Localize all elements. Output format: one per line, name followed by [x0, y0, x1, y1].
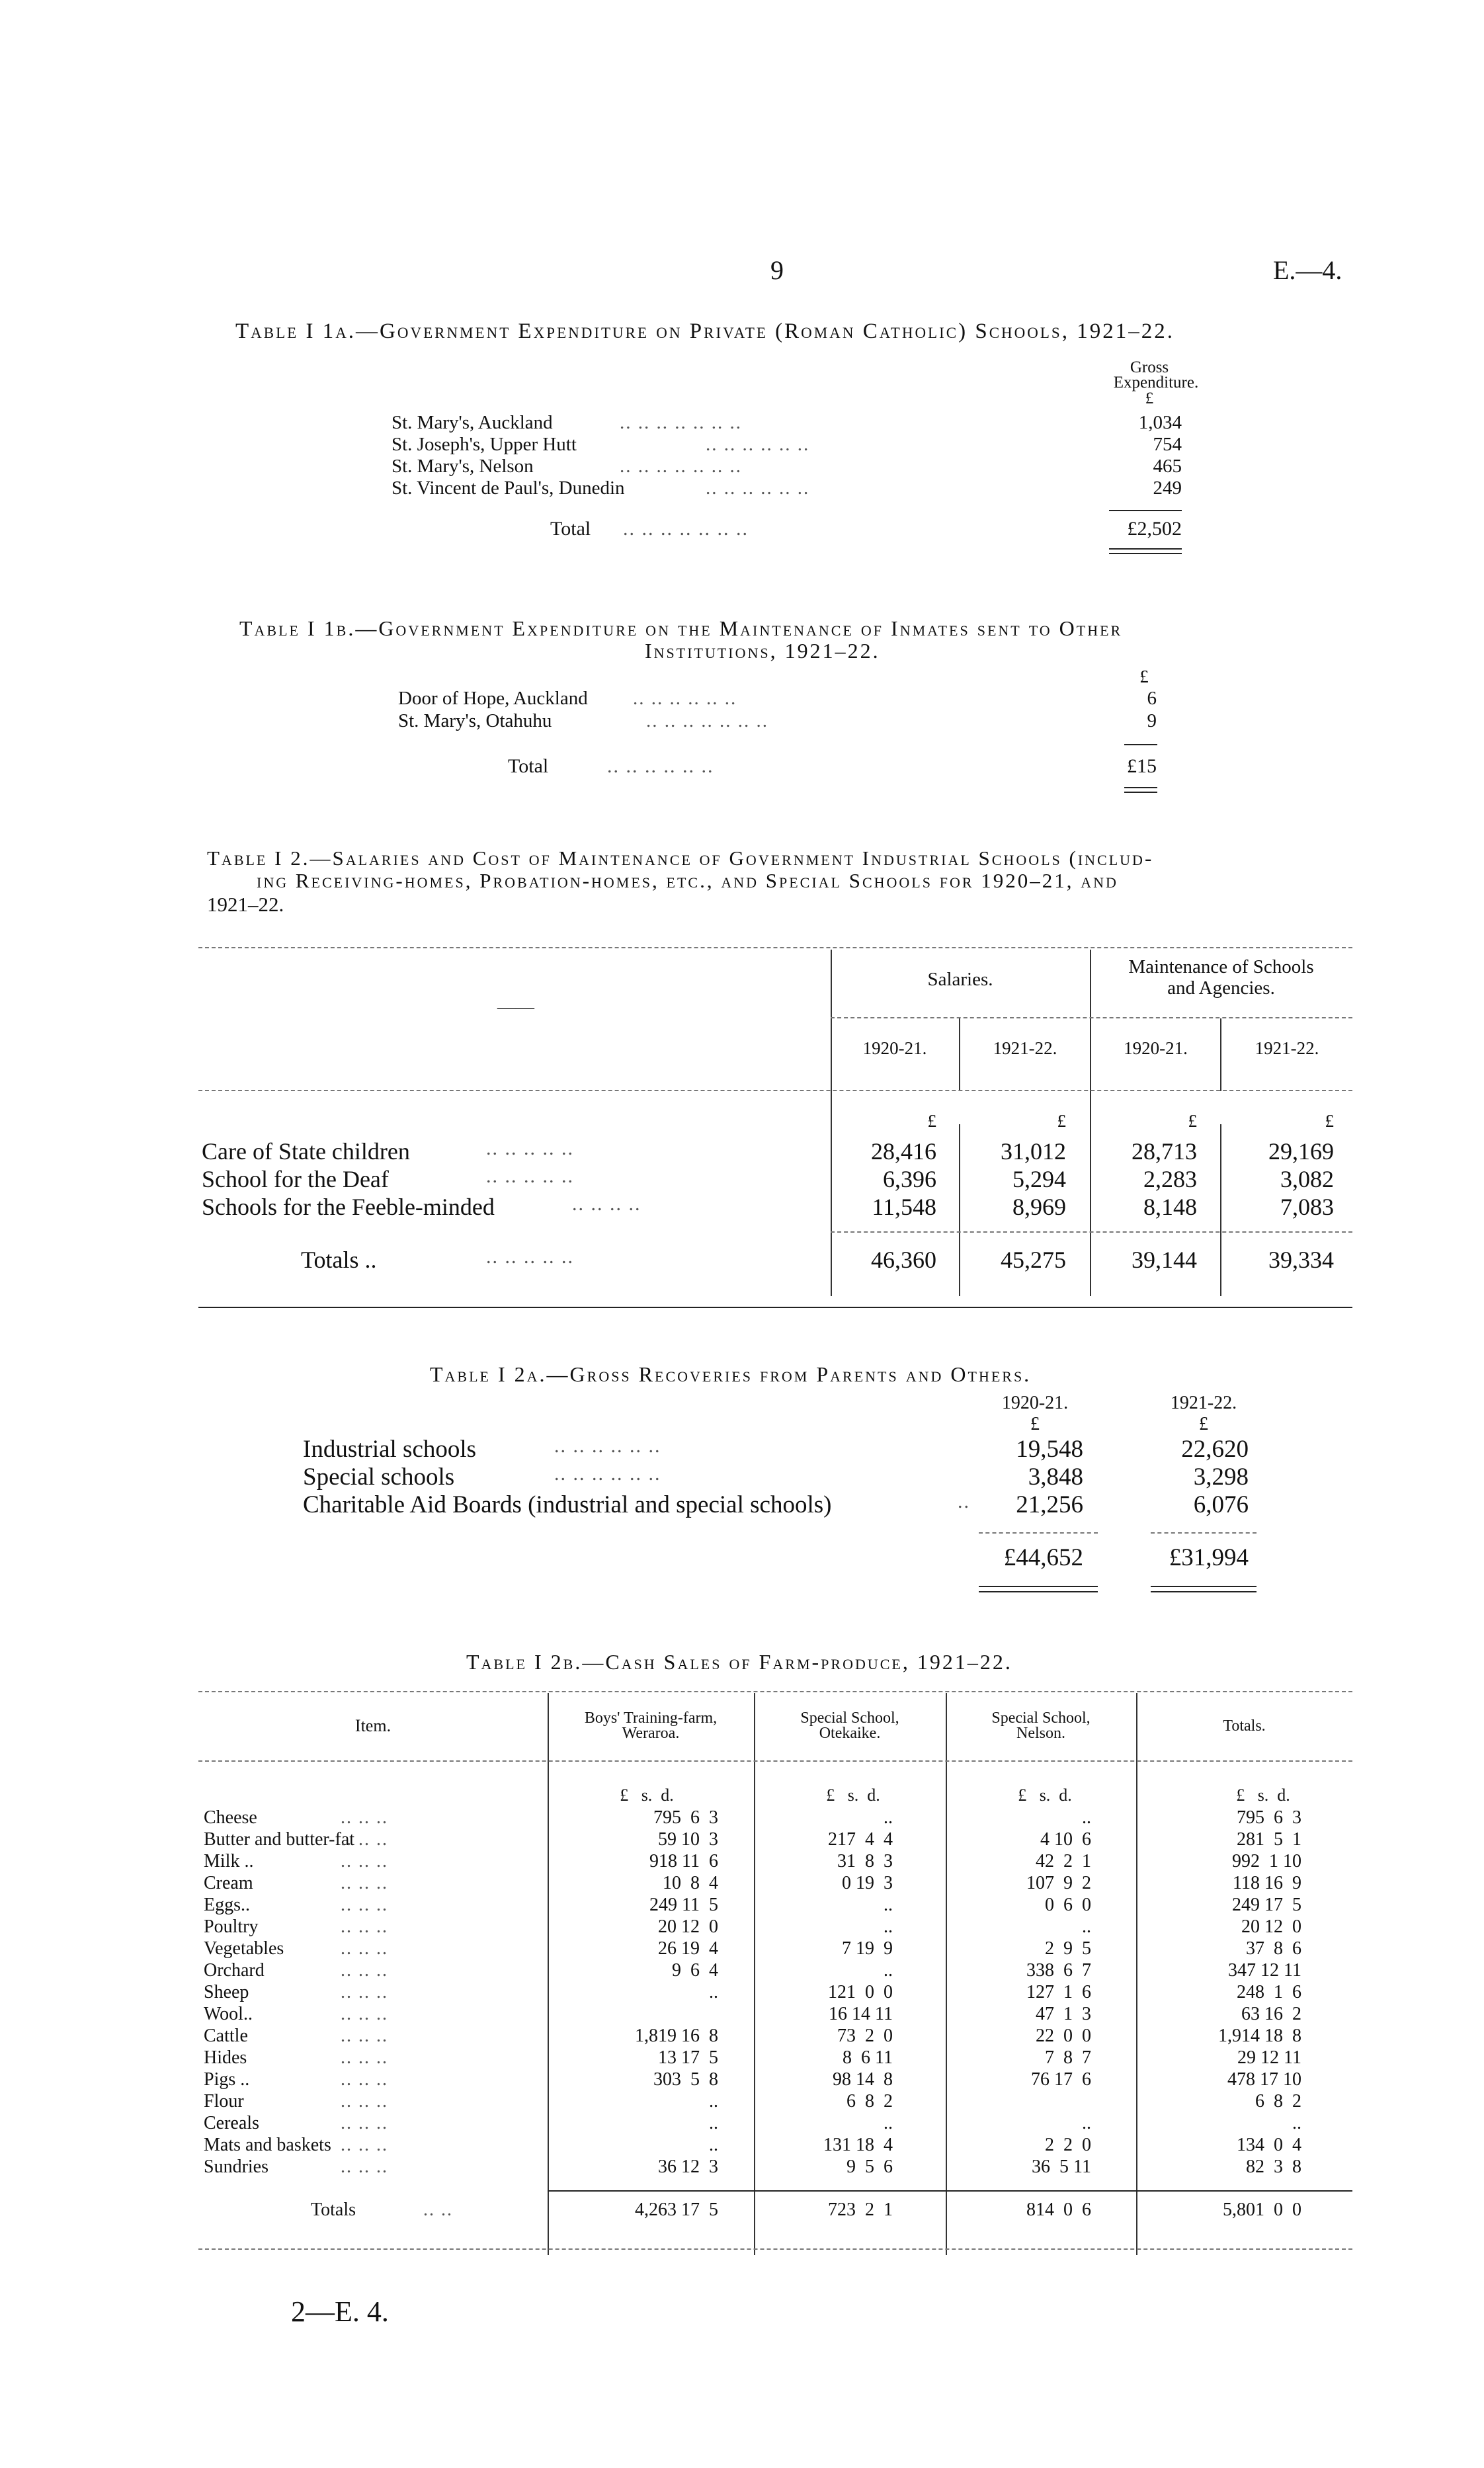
leader-dots: .. .. .. — [341, 1938, 388, 1959]
cell-value: 131 18 4 — [823, 2135, 893, 2155]
table-row — [303, 1491, 1249, 1519]
unit-label: £ — [1145, 390, 1154, 407]
cell-value: .. — [709, 2135, 718, 2155]
cell-value: 5,294 — [1012, 1166, 1066, 1192]
leader-dots: .. .. .. .. .. .. — [633, 688, 737, 709]
total-value: 814 0 6 — [1026, 2200, 1091, 2220]
cell-value: 134 0 4 — [1237, 2135, 1301, 2155]
leader-dots: .. .. .. — [341, 2069, 388, 2090]
row-label: Poultry — [204, 1916, 259, 1937]
cell-value: 29,169 — [1268, 1138, 1334, 1165]
row-label: Cream — [204, 1873, 253, 1893]
leader-dots: .. .. .. — [341, 1807, 388, 1828]
table-row — [392, 412, 1182, 434]
leader-dots: .. .. — [423, 2200, 453, 2220]
row-label: Orchard — [204, 1960, 265, 1981]
cell-value: .. — [1082, 1916, 1091, 1937]
row-value: 754 — [1153, 434, 1182, 455]
row-label: St. Mary's, Otahuhu — [398, 710, 552, 731]
year-header: 1920-21. — [862, 1038, 927, 1058]
double-rule — [979, 1586, 1098, 1587]
cell-value: 7 8 7 — [1045, 2047, 1091, 2068]
leader-dots: .. .. .. — [341, 1960, 388, 1981]
table-row — [198, 1982, 1352, 2004]
cell-value: 28,416 — [871, 1138, 936, 1165]
rule — [198, 2248, 1352, 2250]
cell-value: 11,548 — [872, 1194, 936, 1220]
cell-value: 98 14 8 — [833, 2069, 893, 2090]
rule — [1151, 1532, 1257, 1534]
total-label: Totals — [311, 2200, 356, 2220]
cell-value: 47 1 3 — [1036, 2004, 1091, 2024]
row-value: 9 — [1147, 710, 1157, 731]
column-header: Totals. — [1223, 1717, 1266, 1735]
double-rule — [1151, 1586, 1257, 1587]
cell-value: 21,256 — [1016, 1491, 1083, 1518]
cell-value: 2 9 5 — [1045, 1938, 1091, 1959]
unit-label: £ — [1325, 1111, 1334, 1131]
cell-value: .. — [1082, 1807, 1091, 1828]
cell-value: 22,620 — [1181, 1436, 1249, 1463]
row-label: Charitable Aid Boards (industrial and special schools) — [303, 1491, 832, 1518]
row-value: 465 — [1153, 456, 1182, 477]
cell-value: .. — [1082, 2113, 1091, 2133]
column-header: Boys' Training-farm, — [584, 1709, 718, 1727]
cell-value: .. — [709, 2091, 718, 2112]
table-row — [303, 1463, 1249, 1491]
total-value: 39,334 — [1268, 1247, 1334, 1273]
row-label: Sheep — [204, 1982, 249, 2002]
cell-value: 121 0 0 — [828, 1982, 893, 2002]
table-row — [202, 1165, 1352, 1193]
rule — [198, 1090, 1352, 1091]
table-i1b-title-line-2: Institutions, 1921–22. — [645, 639, 880, 663]
table-row — [198, 1895, 1352, 1916]
row-label: Cereals — [204, 2113, 259, 2133]
leader-dots: .. .. .. — [341, 1829, 388, 1850]
cell-value: 6,076 — [1193, 1491, 1249, 1518]
total-label: Totals .. — [301, 1247, 377, 1273]
maintenance-header-line-1: Maintenance of Schools — [1128, 956, 1314, 977]
cell-value: 918 11 6 — [649, 1851, 718, 1872]
row-label: Cheese — [204, 1807, 257, 1828]
table-row — [303, 1435, 1249, 1463]
cell-value: 36 5 11 — [1032, 2157, 1091, 2177]
leader-dots: .. .. .. .. .. .. .. — [620, 456, 742, 477]
row-label: Hides — [204, 2047, 247, 2068]
cell-value: 347 12 11 — [1228, 1960, 1301, 1981]
cell-value: 281 5 1 — [1237, 1829, 1301, 1850]
table-row — [198, 1960, 1352, 1982]
leader-dots: .. .. .. .. .. — [486, 1165, 574, 1187]
leader-dots: .. .. .. — [341, 2135, 388, 2155]
table-i2b-title: Table I 2b.—Cash Sales of Farm-produce, 1921–22. — [466, 1650, 1012, 1674]
cell-value: 107 9 2 — [1026, 1873, 1091, 1893]
cell-value: 3,298 — [1193, 1463, 1249, 1491]
cell-value: 478 17 10 — [1227, 2069, 1301, 2090]
cell-value: 8,969 — [1012, 1194, 1066, 1220]
page-number: 9 — [770, 255, 784, 285]
leader-dots: .. .. .. .. — [572, 1193, 641, 1215]
leader-dots: .. .. .. .. .. .. .. — [646, 710, 768, 731]
cell-value: 0 19 3 — [842, 1873, 893, 1893]
leader-dots: .. .. .. — [341, 2113, 388, 2133]
cell-value: 0 6 0 — [1045, 1895, 1091, 1915]
cell-value: 20 12 0 — [658, 1916, 718, 1937]
signature-mark: 2—E. 4. — [291, 2295, 389, 2328]
leader-dots: .. .. .. .. .. .. — [554, 1435, 661, 1457]
cell-value: 6,396 — [883, 1166, 936, 1192]
lsd-header: £ s. d. — [620, 1786, 674, 1805]
cell-value: 2,283 — [1143, 1166, 1197, 1192]
row-label: School for the Deaf — [202, 1166, 389, 1192]
year-header: 1921-22. — [993, 1038, 1057, 1058]
cell-value: 9 5 6 — [846, 2157, 893, 2177]
cell-value: 249 11 5 — [649, 1895, 718, 1915]
cell-value: 6 8 2 — [1255, 2091, 1301, 2112]
table-row — [202, 1193, 1352, 1221]
row-label: Flour — [204, 2091, 244, 2112]
cell-value: 118 16 9 — [1233, 1873, 1301, 1893]
table-row — [398, 710, 1157, 732]
leader-dots: .. .. .. .. .. .. — [706, 477, 810, 499]
cell-value: 37 8 6 — [1246, 1938, 1301, 1959]
maintenance-header-line-2: and Agencies. — [1167, 977, 1275, 999]
leader-dots: .. .. .. .. .. .. .. — [620, 412, 742, 433]
row-label: St. Joseph's, Upper Hutt — [392, 434, 577, 455]
total-value: £15 — [1127, 755, 1157, 777]
row-label: Vegetables — [204, 1938, 284, 1959]
cell-value: .. — [884, 2113, 893, 2133]
table-row — [198, 2113, 1352, 2135]
cell-value: 42 2 1 — [1036, 1851, 1091, 1872]
table-row — [202, 1137, 1352, 1165]
unit-label: £ — [1057, 1111, 1066, 1131]
row-label: Sundries — [204, 2157, 268, 2177]
rule — [198, 1760, 1352, 1762]
stub-dash: —— — [497, 997, 534, 1018]
cell-value: 16 14 11 — [829, 2004, 893, 2024]
row-label: Cattle — [204, 2026, 248, 2046]
cell-value: 63 16 2 — [1241, 2004, 1301, 2024]
double-rule — [1109, 553, 1182, 554]
cell-value: 31,012 — [1001, 1138, 1066, 1165]
gross-header: Gross — [1130, 358, 1169, 376]
unit-label: £ — [1188, 1111, 1197, 1131]
table-i2a-title: Table I 2a.—Gross Recoveries from Parents and Others. — [430, 1362, 1032, 1386]
row-label: St. Mary's, Nelson — [392, 456, 534, 477]
total-row — [508, 755, 1157, 778]
cell-value: 992 1 10 — [1232, 1851, 1301, 1872]
row-label: Pigs .. — [204, 2069, 250, 2090]
cell-value: 249 17 5 — [1232, 1895, 1301, 1915]
table-row — [198, 1938, 1352, 1960]
table-row — [198, 2069, 1352, 2091]
row-label: St. Mary's, Auckland — [392, 412, 553, 433]
leader-dots: .. .. .. — [341, 1916, 388, 1937]
cell-value: 31 8 3 — [837, 1851, 893, 1872]
cell-value: .. — [709, 2113, 718, 2133]
leader-dots: .. .. .. .. .. — [486, 1246, 574, 1268]
total-row — [550, 518, 1182, 540]
cell-value: 127 1 6 — [1026, 1982, 1091, 2002]
lsd-header: £ s. d. — [1018, 1786, 1072, 1805]
table-row — [198, 2026, 1352, 2047]
total-label: Total — [550, 518, 591, 540]
cell-value: 26 19 4 — [658, 1938, 718, 1959]
cell-value: 28,713 — [1132, 1138, 1197, 1165]
total-value: 45,275 — [1001, 1247, 1066, 1273]
double-rule — [1151, 1591, 1257, 1592]
rule — [548, 2190, 1352, 2192]
leader-dots: .. .. .. .. .. .. .. — [623, 518, 749, 540]
total-value: £2,502 — [1127, 518, 1182, 540]
double-rule — [979, 1591, 1098, 1592]
table-row — [392, 477, 1182, 500]
table-row — [198, 2047, 1352, 2069]
leader-dots: .. .. .. — [341, 2157, 388, 2177]
cell-value: 8 6 11 — [843, 2047, 893, 2068]
table-row — [392, 456, 1182, 478]
row-label: Eggs.. — [204, 1895, 250, 1915]
leader-dots: .. .. .. — [341, 2047, 388, 2068]
cell-value: 29 12 11 — [1237, 2047, 1301, 2068]
row-label: Care of State children — [202, 1138, 410, 1165]
unit-label: £ — [1139, 667, 1149, 686]
leader-dots: .. .. .. — [341, 1982, 388, 2002]
cell-value: 82 3 8 — [1246, 2157, 1301, 2177]
leader-dots: .. — [958, 1491, 970, 1512]
leader-dots: .. .. .. .. .. — [486, 1137, 574, 1159]
row-value: 249 — [1153, 477, 1182, 499]
table-row — [198, 1851, 1352, 1873]
table-row — [198, 1916, 1352, 1938]
total-row — [198, 2200, 1352, 2222]
cell-value: 3,082 — [1280, 1166, 1334, 1192]
total-label: Total — [508, 755, 549, 777]
leader-dots: .. .. .. — [341, 2026, 388, 2046]
cell-value: .. — [709, 1982, 718, 2002]
cell-value: 1,819 16 8 — [635, 2026, 718, 2046]
leader-dots: .. .. .. — [341, 2004, 388, 2024]
table-row — [398, 688, 1157, 710]
cell-value: 2 2 0 — [1045, 2135, 1091, 2155]
leader-dots: .. .. .. — [341, 1873, 388, 1893]
table-row — [198, 2004, 1352, 2026]
table-row — [198, 2157, 1352, 2178]
cell-value: 4 10 6 — [1040, 1829, 1091, 1850]
row-label: Wool.. — [204, 2004, 253, 2024]
lsd-header: £ s. d. — [1236, 1786, 1290, 1805]
table-row — [198, 2135, 1352, 2157]
cell-value: 8,148 — [1143, 1194, 1197, 1220]
row-label: Door of Hope, Auckland — [398, 688, 588, 709]
cell-value: 10 8 4 — [663, 1873, 718, 1893]
leader-dots: .. .. .. — [341, 1851, 388, 1872]
column-header: Otekaike. — [819, 1725, 881, 1742]
year-header: 1920-21. — [1001, 1393, 1069, 1413]
document-reference: E.—4. — [1273, 255, 1342, 285]
cell-value: 13 17 5 — [658, 2047, 718, 2068]
cell-value: 59 10 3 — [658, 1829, 718, 1850]
table-row — [198, 1829, 1352, 1851]
unit-label: £ — [1199, 1414, 1208, 1434]
lsd-header: £ s. d. — [826, 1786, 880, 1805]
leader-dots: .. .. .. .. .. .. — [607, 755, 714, 777]
cell-value: 6 8 2 — [846, 2091, 893, 2112]
table-i2-title-line-1: Table I 2.—Salaries and Cost of Maintenance of Government Industrial Schools (includ- — [207, 846, 1154, 870]
cell-value: 19,548 — [1016, 1436, 1083, 1463]
rule — [198, 947, 1352, 948]
cell-value: 795 6 3 — [653, 1807, 718, 1828]
row-value: 1,034 — [1138, 412, 1182, 433]
cell-value: 22 0 0 — [1036, 2026, 1091, 2046]
cell-value: .. — [1292, 2113, 1301, 2133]
cell-value: 9 6 4 — [672, 1960, 718, 1981]
cell-value: 7 19 9 — [842, 1938, 893, 1959]
cell-value: .. — [884, 1916, 893, 1937]
row-label: Mats and baskets — [204, 2135, 331, 2155]
row-label: Butter and butter-fat — [204, 1829, 355, 1850]
row-label: Industrial schools — [303, 1436, 477, 1463]
table-i2-title-line-3: 1921–22. — [207, 893, 284, 916]
unit-label: £ — [927, 1111, 936, 1131]
row-label: Schools for the Feeble-minded — [202, 1194, 495, 1220]
rule — [831, 1231, 1352, 1233]
double-rule — [1109, 548, 1182, 550]
cell-value: 303 5 8 — [653, 2069, 718, 2090]
total-value: 723 2 1 — [828, 2200, 893, 2220]
cell-value: .. — [884, 1895, 893, 1915]
row-label: St. Vincent de Paul's, Dunedin — [392, 477, 625, 499]
cell-value: .. — [884, 1807, 893, 1828]
cell-value: 20 12 0 — [1241, 1916, 1301, 1937]
leader-dots: .. .. .. .. .. .. — [554, 1463, 661, 1485]
salaries-header: Salaries. — [927, 969, 993, 990]
table-i1b-title-line-1: Table I 1b.—Government Expenditure on the Maintenance of Inmates sent to Other — [239, 616, 1123, 640]
cell-value: 76 17 6 — [1031, 2069, 1091, 2090]
column-header: Special School, — [991, 1709, 1091, 1727]
cell-value: 7,083 — [1280, 1194, 1334, 1220]
column-header: Nelson. — [1016, 1725, 1065, 1742]
total-value: £44,652 — [1003, 1544, 1083, 1571]
double-rule — [1124, 792, 1157, 793]
table-i1a-title: Table I 1a.—Government Expenditure on Private (Roman Catholic) Schools, 1921–22. — [235, 319, 1175, 343]
rule — [979, 1532, 1098, 1534]
total-row — [202, 1246, 1352, 1274]
leader-dots: .. .. .. — [341, 2091, 388, 2112]
total-value: 46,360 — [871, 1247, 936, 1273]
cell-value: 795 6 3 — [1237, 1807, 1301, 1828]
column-header: Weraroa. — [622, 1725, 680, 1742]
unit-label: £ — [1030, 1414, 1040, 1434]
column-header: Special School, — [800, 1709, 899, 1727]
total-value: £31,994 — [1169, 1544, 1249, 1571]
year-header: 1921-22. — [1170, 1393, 1237, 1413]
row-label: Special schools — [303, 1463, 455, 1491]
cell-value: 1,914 18 8 — [1218, 2026, 1301, 2046]
row-value: 6 — [1147, 688, 1157, 709]
total-value: 4,263 17 5 — [635, 2200, 718, 2220]
row-label: Milk .. — [204, 1851, 254, 1872]
cell-value: 3,848 — [1028, 1463, 1083, 1491]
rule — [198, 1307, 1352, 1308]
year-header: 1920-21. — [1124, 1038, 1188, 1058]
table-row — [198, 2091, 1352, 2113]
total-value: 5,801 0 0 — [1223, 2200, 1301, 2220]
cell-value: 217 4 4 — [828, 1829, 893, 1850]
leader-dots: .. .. .. — [341, 1895, 388, 1915]
item-header: Item. — [354, 1716, 392, 1735]
double-rule — [1124, 787, 1157, 788]
expenditure-header: Expenditure. — [1113, 374, 1199, 391]
rule — [831, 1017, 1352, 1018]
total-value: 39,144 — [1132, 1247, 1197, 1273]
year-header: 1921-22. — [1255, 1038, 1319, 1058]
table-row — [198, 1873, 1352, 1895]
table-i2-title-line-2: ing Receiving-homes, Probation-homes, etc., and Special Schools for 1920–21, and — [257, 869, 1118, 892]
cell-value: .. — [884, 1960, 893, 1981]
table-row — [198, 1807, 1352, 1829]
cell-value: 36 12 3 — [658, 2157, 718, 2177]
table-row — [392, 434, 1182, 456]
leader-dots: .. .. .. .. .. .. — [706, 434, 810, 455]
rule — [1124, 744, 1157, 745]
rule — [1109, 510, 1182, 511]
cell-value: 73 2 0 — [837, 2026, 893, 2046]
cell-value: 338 6 7 — [1026, 1960, 1091, 1981]
rule — [198, 1691, 1352, 1692]
cell-value: 248 1 6 — [1237, 1982, 1301, 2002]
